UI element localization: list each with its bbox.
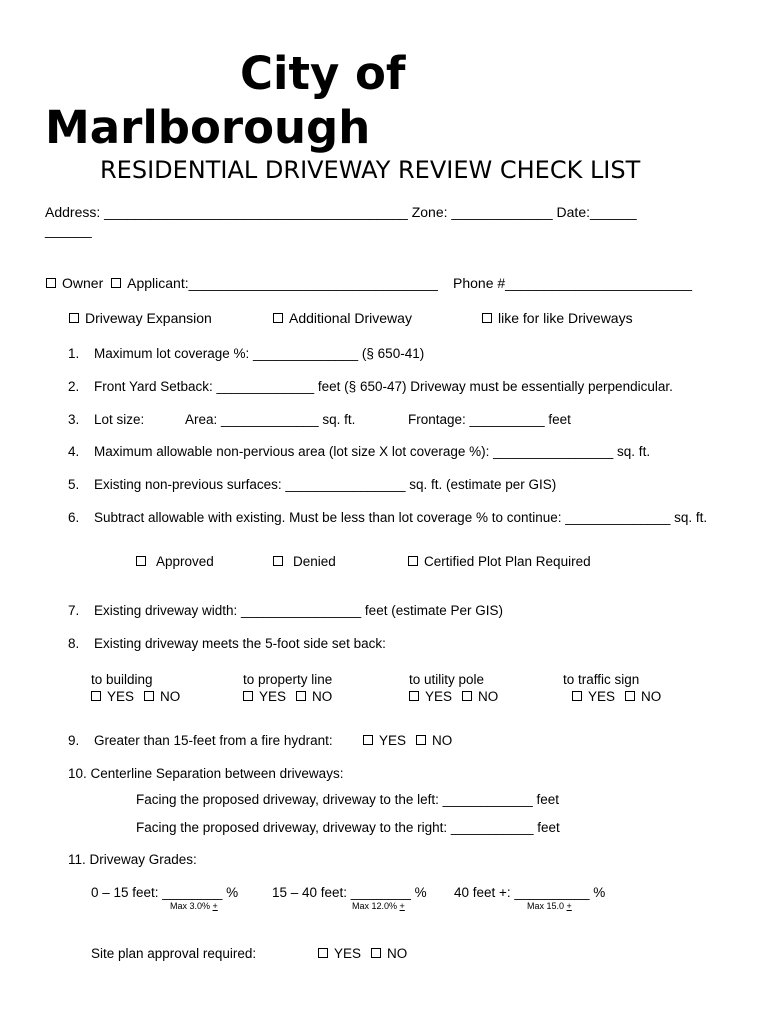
item-text[interactable]: Maximum allowable non-pervious area (lot size X lot coverage %): ________________ sq. ft. bbox=[94, 444, 651, 459]
area-field[interactable]: Area: _____________ sq. ft. bbox=[185, 412, 356, 427]
page-subtitle: RESIDENTIAL DRIVEWAY REVIEW CHECK LIST bbox=[100, 156, 641, 184]
item-8 bbox=[68, 636, 386, 651]
denied-label: Denied bbox=[293, 554, 336, 569]
certified-checkbox[interactable] bbox=[408, 556, 418, 566]
applicant-checkbox[interactable] bbox=[111, 278, 121, 288]
expansion-label: Driveway Expansion bbox=[85, 310, 212, 326]
yes-label: YES bbox=[588, 689, 616, 704]
phone-field[interactable]: Phone #________________________ bbox=[453, 275, 693, 291]
applicant-field[interactable]: Applicant:________________________________ bbox=[127, 275, 438, 291]
zone-field[interactable]: _____________ bbox=[451, 204, 553, 220]
no-label: NO bbox=[641, 689, 662, 704]
title-marlborough: Marlborough bbox=[45, 101, 371, 154]
yes-checkbox[interactable] bbox=[318, 948, 328, 958]
setback-label: to traffic sign bbox=[563, 672, 640, 687]
grade-0-15-field[interactable]: 0 – 15 feet: ________ % bbox=[91, 885, 239, 900]
item-5 bbox=[68, 477, 556, 492]
item-text: Centerline Separation between driveways: bbox=[90, 766, 344, 781]
item-text: Driveway Grades: bbox=[89, 852, 197, 867]
certified-label: Certified Plot Plan Required bbox=[424, 554, 591, 569]
yes-checkbox[interactable] bbox=[572, 691, 582, 701]
item-number: 3. bbox=[68, 412, 80, 427]
decision-approved[interactable] bbox=[136, 554, 214, 569]
owner-row bbox=[46, 275, 438, 291]
site-plan-yes-no bbox=[318, 946, 407, 961]
item-number: 7. bbox=[68, 603, 80, 618]
no-label: NO bbox=[387, 946, 408, 961]
item-9 bbox=[68, 733, 333, 748]
grade-40-plus-field[interactable]: 40 feet +: __________ % bbox=[454, 885, 606, 900]
no-checkbox[interactable] bbox=[625, 691, 635, 701]
item-text[interactable]: Subtract allowable with existing. Must be less than lot coverage % to continue: ______________ sq. ft. bbox=[94, 510, 708, 525]
yes-checkbox[interactable] bbox=[91, 691, 101, 701]
item-number: 4. bbox=[68, 444, 80, 459]
item-number: 6. bbox=[68, 510, 80, 525]
yes-label: YES bbox=[425, 689, 453, 704]
additional-label: Additional Driveway bbox=[289, 310, 412, 326]
item-number: 10. bbox=[68, 766, 87, 781]
type-expansion[interactable] bbox=[69, 310, 212, 326]
item-11 bbox=[68, 852, 197, 867]
like-label: like for like Driveways bbox=[498, 310, 633, 326]
setback-to-property-line bbox=[243, 672, 332, 704]
yes-label: YES bbox=[379, 733, 407, 748]
yes-checkbox[interactable] bbox=[409, 691, 419, 701]
max-text: Max 15.0 bbox=[527, 901, 567, 911]
no-checkbox[interactable] bbox=[296, 691, 306, 701]
denied-checkbox[interactable] bbox=[273, 556, 283, 566]
hydrant-yes-no bbox=[363, 733, 452, 748]
yes-label: YES bbox=[259, 689, 287, 704]
item-10 bbox=[68, 766, 343, 781]
owner-label: Owner bbox=[62, 275, 104, 291]
address-label: Address: bbox=[45, 204, 101, 220]
setback-to-building bbox=[91, 672, 180, 704]
type-like-for-like[interactable] bbox=[482, 310, 633, 326]
item-number: 2. bbox=[68, 379, 80, 394]
grade-15-40-field[interactable]: 15 – 40 feet: ________ % bbox=[272, 885, 427, 900]
item-4 bbox=[68, 444, 650, 459]
frontage-field[interactable]: Frontage: __________ feet bbox=[408, 412, 571, 427]
no-checkbox[interactable] bbox=[416, 735, 426, 745]
title-city-of: City of bbox=[240, 47, 406, 100]
item-text: Existing driveway meets the 5-foot side set back: bbox=[94, 636, 386, 651]
item-text[interactable]: Existing driveway width: ________________ feet (estimate Per GIS) bbox=[94, 603, 503, 618]
item-1 bbox=[68, 346, 424, 361]
no-checkbox[interactable] bbox=[462, 691, 472, 701]
item-number: 9. bbox=[68, 733, 80, 748]
setback-label: to utility pole bbox=[409, 672, 485, 687]
date-field-continued[interactable]: ______ bbox=[45, 222, 92, 238]
plus-minus: + bbox=[566, 901, 572, 911]
setback-to-utility-pole bbox=[409, 672, 498, 704]
item-text: Greater than 15-feet from a fire hydrant: bbox=[94, 733, 333, 748]
setback-label: to building bbox=[91, 672, 153, 687]
item-text[interactable]: Existing non-previous surfaces: ________________ sq. ft. (estimate per GIS) bbox=[94, 477, 557, 492]
approved-label: Approved bbox=[156, 554, 214, 569]
yes-label: YES bbox=[334, 946, 362, 961]
no-checkbox[interactable] bbox=[371, 948, 381, 958]
separation-right-field[interactable]: Facing the proposed driveway, driveway to the right: ___________ feet bbox=[136, 820, 560, 835]
grade-40-plus-max bbox=[527, 901, 572, 911]
max-text: Max 3.0% bbox=[170, 901, 213, 911]
no-label: NO bbox=[478, 689, 499, 704]
lot-size-label: Lot size: bbox=[94, 412, 145, 427]
decision-certified[interactable] bbox=[408, 554, 591, 569]
address-row bbox=[45, 204, 637, 220]
no-label: NO bbox=[160, 689, 181, 704]
site-plan-label: Site plan approval required: bbox=[91, 946, 257, 961]
decision-denied[interactable] bbox=[273, 554, 336, 569]
additional-checkbox[interactable] bbox=[273, 313, 283, 323]
type-additional[interactable] bbox=[273, 310, 412, 326]
item-number: 11. bbox=[68, 852, 86, 867]
yes-checkbox[interactable] bbox=[363, 735, 373, 745]
owner-checkbox[interactable] bbox=[46, 278, 56, 288]
separation-left-field[interactable]: Facing the proposed driveway, driveway to the left: ____________ feet bbox=[136, 792, 560, 807]
item-text[interactable]: Maximum lot coverage %: ______________ (§ 650-41) bbox=[94, 346, 425, 361]
plus-minus: + bbox=[212, 901, 218, 911]
approved-checkbox[interactable] bbox=[136, 556, 146, 566]
yes-label: YES bbox=[107, 689, 135, 704]
yes-checkbox[interactable] bbox=[243, 691, 253, 701]
item-6 bbox=[68, 510, 707, 525]
grade-15-40-max bbox=[352, 901, 405, 911]
item-number: 5. bbox=[68, 477, 80, 492]
no-label: NO bbox=[312, 689, 333, 704]
grade-0-15-max bbox=[170, 901, 218, 911]
plus-minus: + bbox=[399, 901, 405, 911]
max-text: Max 12.0% bbox=[352, 901, 400, 911]
item-number: 8. bbox=[68, 636, 80, 651]
no-label: NO bbox=[432, 733, 453, 748]
item-number: 1. bbox=[68, 346, 80, 361]
setback-to-traffic-sign bbox=[563, 672, 661, 704]
item-7 bbox=[68, 603, 503, 618]
item-3 bbox=[68, 412, 144, 427]
setback-label: to property line bbox=[243, 672, 333, 687]
zone-label: Zone: bbox=[411, 204, 448, 220]
like-checkbox[interactable] bbox=[482, 313, 492, 323]
date-field[interactable]: Date:______ bbox=[556, 204, 637, 220]
item-text[interactable]: Front Yard Setback: _____________ feet (§ 650-47) Driveway must be essentially perpendicular. bbox=[94, 379, 673, 394]
no-checkbox[interactable] bbox=[144, 691, 154, 701]
expansion-checkbox[interactable] bbox=[69, 313, 79, 323]
address-field[interactable]: _______________________________________ bbox=[104, 204, 408, 220]
item-2 bbox=[68, 379, 673, 394]
